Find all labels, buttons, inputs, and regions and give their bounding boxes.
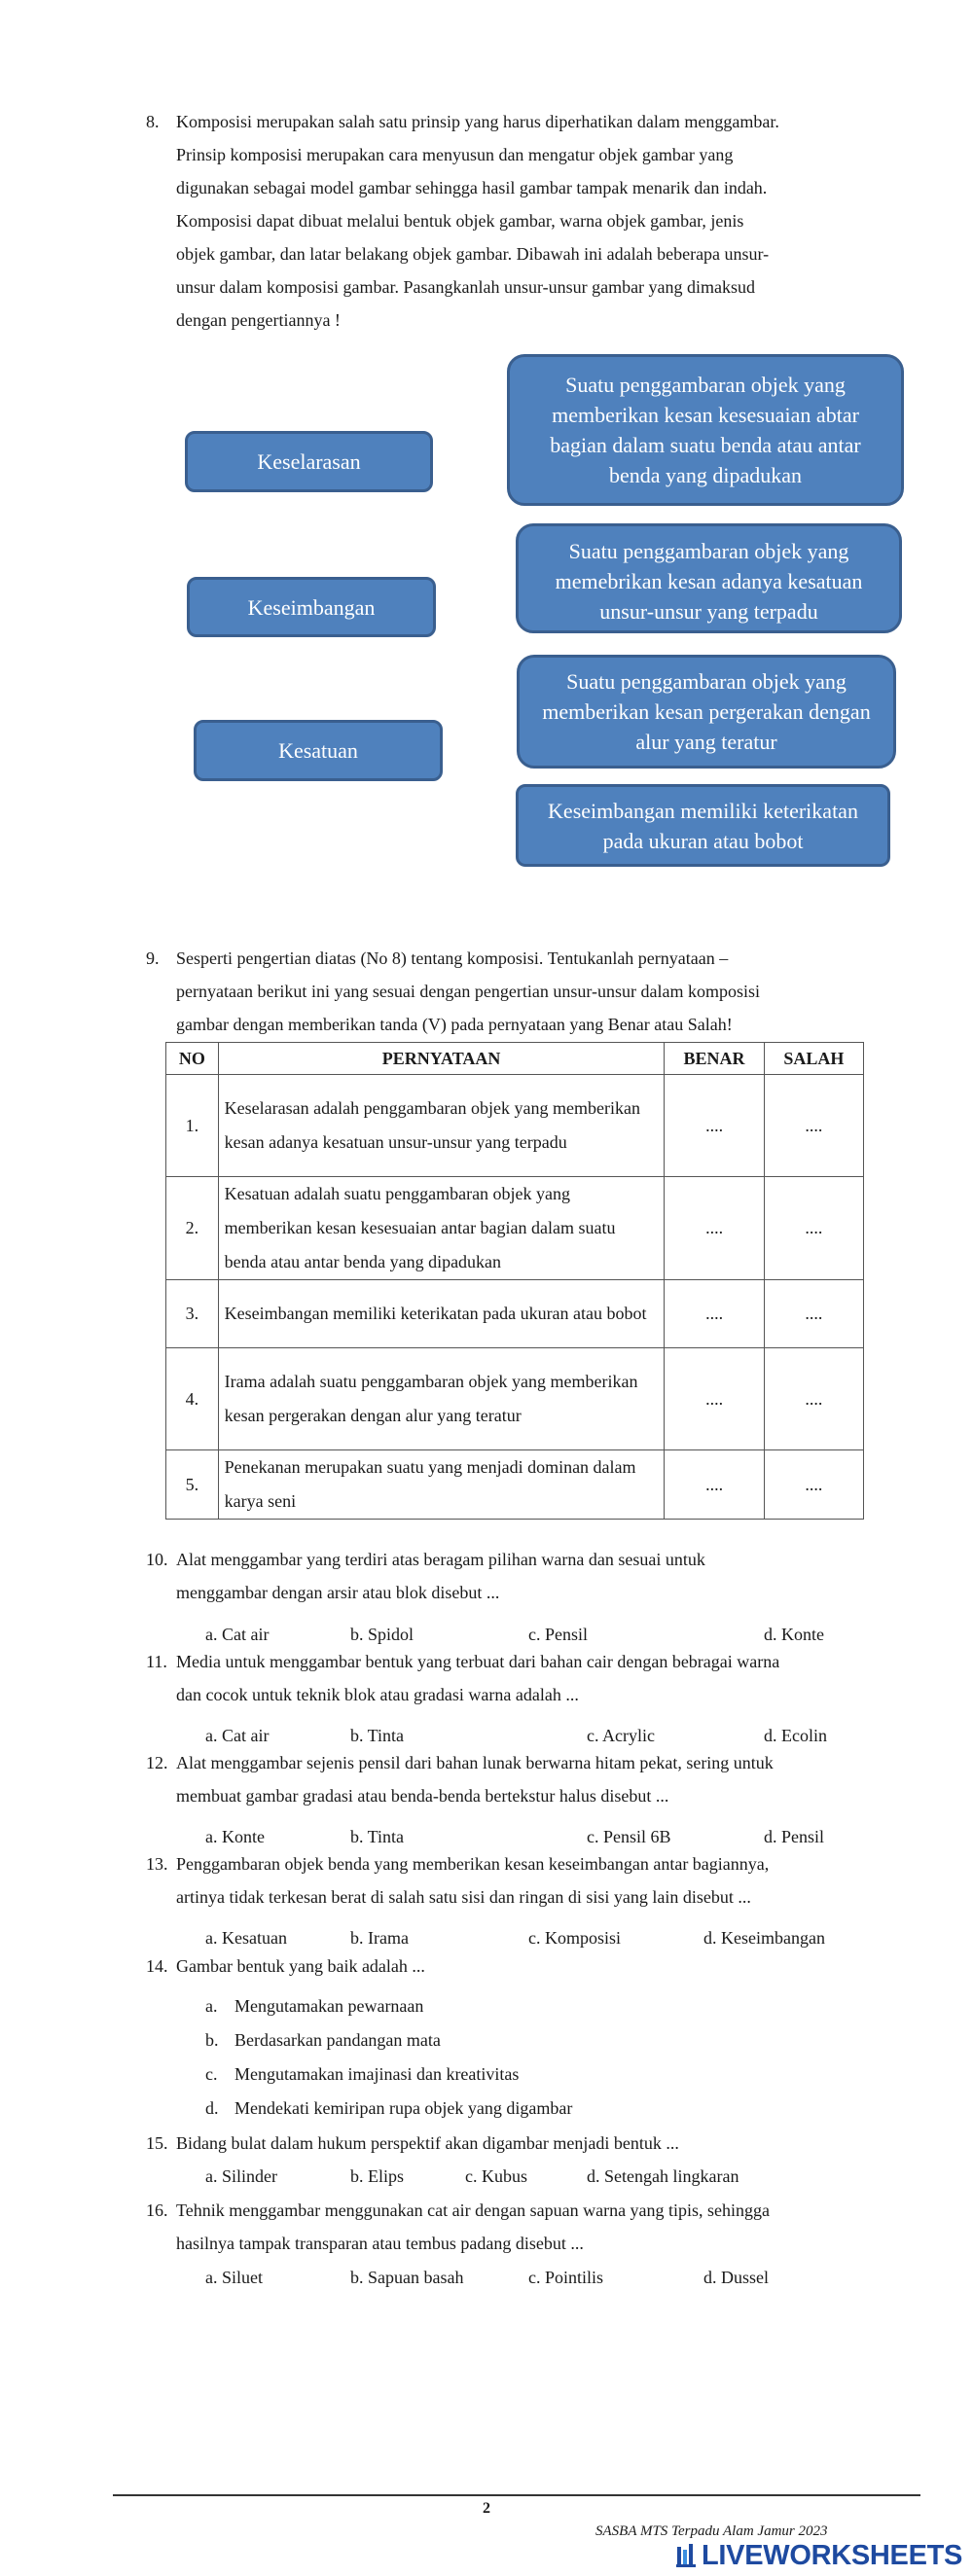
row-statement: Irama adalah suatu penggambaran objek yang memberikan kesan pergerakan dengan alur yang teratur	[218, 1348, 665, 1450]
question-text	[176, 1950, 861, 1983]
question-line: dan cocok untuk teknik blok atau gradasi warna adalah ...	[176, 1685, 579, 1704]
question-line: pernyataan berikut ini yang sesuai dengan pengertian unsur-unsur dalam komposisi	[176, 982, 760, 1001]
header-pernyataan: PERNYATAAN	[218, 1043, 665, 1075]
option-a[interactable]: a. Siluet	[205, 2268, 263, 2287]
options-q15	[0, 2162, 973, 2191]
question-number: 13.	[146, 1854, 168, 1874]
option-b[interactable]: b. Tinta	[350, 1827, 405, 1846]
benar-answer-cell[interactable]: ....	[665, 1075, 764, 1177]
footer-divider	[113, 2494, 920, 2496]
question-8	[146, 105, 861, 337]
question-16	[146, 2194, 861, 2260]
question-line: artinya tidak terkesan berat di salah satu sisi dan ringan di sisi yang lain disebut ...	[176, 1887, 751, 1907]
page-number: 2	[483, 2500, 490, 2517]
question-text	[176, 2127, 861, 2160]
question-text	[176, 105, 861, 337]
question-line: Penggambaran objek benda yang memberikan kesan keseimbangan antar bagiannya,	[176, 1854, 770, 1874]
term-box-keseimbangan[interactable]	[187, 577, 436, 637]
question-number: 15.	[146, 2133, 168, 2153]
row-number: 5.	[166, 1450, 219, 1520]
definition-text: Suatu penggambaran objek yang memberikan kesan kesesuaian abtar bagian dalam suatu benda atau antar benda yang dipadukan	[550, 373, 861, 487]
table-row	[166, 1177, 864, 1280]
question-13	[146, 1847, 861, 1914]
definition-text: Suatu penggambaran objek yang memberikan kesan pergerakan dengan alur yang teratur	[542, 669, 871, 754]
question-line: Komposisi dapat dibuat melalui bentuk objek gambar, warna objek gambar, jenis	[176, 211, 744, 231]
question-number: 16.	[146, 2200, 168, 2220]
option-d[interactable]: d. Pensil	[764, 1827, 825, 1846]
options-q14	[0, 1991, 973, 2128]
question-text	[176, 942, 861, 1041]
question-line: hasilnya tampak transparan atau tembus padang disebut ...	[176, 2234, 584, 2253]
question-number: 10.	[146, 1550, 168, 1569]
option-a[interactable]: a. Konte	[205, 1827, 265, 1846]
option-a-letter: a.	[205, 1996, 218, 2016]
option-d[interactable]: Mendekati kemiripan rupa objek yang digambar	[234, 2098, 573, 2118]
benar-answer-cell[interactable]: ....	[665, 1280, 764, 1348]
definition-box-2[interactable]	[516, 523, 902, 633]
question-number: 9.	[146, 948, 160, 968]
definition-box-3[interactable]	[517, 655, 896, 769]
option-a[interactable]: a. Silinder	[205, 2166, 277, 2186]
question-text	[176, 1645, 861, 1711]
option-c[interactable]: c. Acrylic	[587, 1726, 655, 1745]
option-c[interactable]: c. Pointilis	[528, 2268, 604, 2287]
option-c[interactable]: c. Kubus	[465, 2166, 527, 2186]
option-a[interactable]: a. Kesatuan	[205, 1928, 287, 1948]
question-line: Gambar bentuk yang baik adalah ...	[176, 1956, 425, 1976]
row-number: 3.	[166, 1280, 219, 1348]
question-12	[146, 1746, 861, 1812]
option-c-letter: c.	[205, 2064, 218, 2084]
statement-table	[165, 1042, 864, 1520]
options-q13	[0, 1923, 973, 1952]
option-c[interactable]: c. Komposisi	[528, 1928, 622, 1948]
question-number: 11.	[146, 1652, 167, 1671]
row-number: 4.	[166, 1348, 219, 1450]
option-b[interactable]: b. Irama	[350, 1928, 409, 1948]
question-text	[176, 1746, 861, 1812]
question-line: Alat menggambar yang terdiri atas beragam pilihan warna dan sesuai untuk	[176, 1550, 705, 1569]
table-row	[166, 1348, 864, 1450]
option-d-letter: d.	[205, 2098, 219, 2118]
header-no: NO	[166, 1043, 219, 1075]
row-statement: Keseimbangan memiliki keterikatan pada ukuran atau bobot	[218, 1280, 665, 1348]
question-number: 8.	[146, 112, 160, 131]
definition-text: Suatu penggambaran objek yang memebrikan kesan adanya kesatuan unsur-unsur yang terpadu	[555, 539, 863, 624]
definition-box-4[interactable]	[516, 784, 890, 867]
question-line: digunakan sebagai model gambar sehingga hasil gambar tampak menarik dan indah.	[176, 178, 768, 197]
option-b[interactable]: b. Elips	[350, 2166, 405, 2186]
question-text	[176, 1847, 861, 1914]
row-statement: Keselarasan adalah penggambaran objek yang memberikan kesan adanya kesatuan unsur-unsur yang terpadu	[218, 1075, 665, 1177]
option-b[interactable]: b. Tinta	[350, 1726, 405, 1745]
question-line: menggambar dengan arsir atau blok disebut ...	[176, 1583, 500, 1602]
question-line: membuat gambar gradasi atau benda-benda bertekstur halus disebut ...	[176, 1786, 669, 1806]
table-header-row	[166, 1043, 864, 1075]
option-b-letter: b.	[205, 2030, 219, 2050]
option-a[interactable]: a. Cat air	[205, 1625, 270, 1644]
option-c[interactable]: c. Pensil	[528, 1625, 588, 1644]
header-benar: BENAR	[665, 1043, 764, 1075]
salah-answer-cell[interactable]: ....	[764, 1348, 863, 1450]
brand-text: LIVEWORKSHEETS	[702, 2540, 963, 2571]
question-14	[146, 1950, 861, 1983]
salah-answer-cell[interactable]: ....	[764, 1280, 863, 1348]
question-line: Prinsip komposisi merupakan cara menyusun dan mengatur objek gambar yang	[176, 145, 734, 164]
row-number: 1.	[166, 1075, 219, 1177]
options-q16	[0, 2263, 973, 2292]
benar-answer-cell[interactable]: ....	[665, 1450, 764, 1520]
option-d[interactable]: d. Keseimbangan	[703, 1928, 825, 1948]
option-d[interactable]: d. Setengah lingkaran	[587, 2166, 739, 2186]
option-a[interactable]: a. Cat air	[205, 1726, 270, 1745]
question-11	[146, 1645, 861, 1711]
row-number: 2.	[166, 1177, 219, 1280]
option-b[interactable]: Berdasarkan pandangan mata	[234, 2030, 441, 2050]
term-box-keselarasan[interactable]	[185, 431, 433, 492]
question-9	[146, 942, 861, 1041]
benar-answer-cell[interactable]: ....	[665, 1177, 764, 1280]
question-10	[146, 1543, 861, 1609]
option-d[interactable]: d. Ecolin	[764, 1726, 827, 1745]
question-number: 12.	[146, 1753, 168, 1772]
row-statement: Kesatuan adalah suatu penggambaran objek yang memberikan kesan kesesuaian antar bagian dalam suatu benda atau antar benda yang dipadukan	[218, 1177, 665, 1280]
salah-answer-cell[interactable]: ....	[764, 1450, 863, 1520]
question-line: objek gambar, dan latar belakang objek gambar. Dibawah ini adalah beberapa unsur-	[176, 244, 770, 264]
benar-answer-cell[interactable]: ....	[665, 1348, 764, 1450]
option-d[interactable]: d. Konte	[764, 1625, 824, 1644]
term-label: Kesatuan	[278, 738, 358, 763]
option-c[interactable]: Mengutamakan imajinasi dan kreativitas	[234, 2064, 520, 2084]
question-line: dengan pengertiannya !	[176, 310, 341, 330]
school-footer: SASBA MTS Terpadu Alam Jamur 2023	[595, 2523, 828, 2539]
header-salah: SALAH	[764, 1043, 863, 1075]
question-line: Komposisi merupakan salah satu prinsip yang harus diperhatikan dalam menggambar.	[176, 112, 779, 131]
definition-text: Keseimbangan memiliki keterikatan pada ukuran atau bobot	[548, 798, 858, 853]
question-text	[176, 2194, 861, 2260]
question-line: Bidang bulat dalam hukum perspektif akan digambar menjadi bentuk ...	[176, 2133, 679, 2153]
option-a[interactable]: Mengutamakan pewarnaan	[234, 1996, 424, 2016]
term-label: Keselarasan	[257, 449, 361, 474]
option-b[interactable]: b. Sapuan basah	[350, 2268, 464, 2287]
salah-answer-cell[interactable]: ....	[764, 1177, 863, 1280]
term-label: Keseimbangan	[247, 594, 376, 620]
question-line: Tehnik menggambar menggunakan cat air dengan sapuan warna yang tipis, sehingga	[176, 2200, 771, 2220]
question-line: Alat menggambar sejenis pensil dari bahan lunak berwarna hitam pekat, sering untuk	[176, 1753, 774, 1772]
option-c[interactable]: c. Pensil 6B	[587, 1827, 671, 1846]
table-row	[166, 1280, 864, 1348]
salah-answer-cell[interactable]: ....	[764, 1075, 863, 1177]
liveworksheets-brand[interactable]	[676, 2541, 962, 2570]
question-line: Media untuk menggambar bentuk yang terbuat dari bahan cair dengan bebragai warna	[176, 1652, 780, 1671]
question-line: gambar dengan memberikan tanda (V) pada pernyataan yang Benar atau Salah!	[176, 1015, 733, 1034]
question-number: 14.	[146, 1956, 168, 1976]
row-statement: Penekanan merupakan suatu yang menjadi dominan dalam karya seni	[218, 1450, 665, 1520]
question-15	[146, 2127, 861, 2160]
option-d[interactable]: d. Dussel	[703, 2268, 769, 2287]
question-line: unsur dalam komposisi gambar. Pasangkanlah unsur-unsur gambar yang dimaksud	[176, 277, 756, 297]
term-box-kesatuan[interactable]	[194, 720, 443, 781]
table-row	[166, 1450, 864, 1520]
table-row	[166, 1075, 864, 1177]
question-text	[176, 1543, 861, 1609]
liveworksheets-logo-icon	[676, 2544, 698, 2567]
option-b[interactable]: b. Spidol	[350, 1625, 414, 1644]
question-line: Sesperti pengertian diatas (No 8) tentang komposisi. Tentukanlah pernyataan –	[176, 948, 729, 968]
definition-box-1[interactable]	[507, 354, 904, 506]
